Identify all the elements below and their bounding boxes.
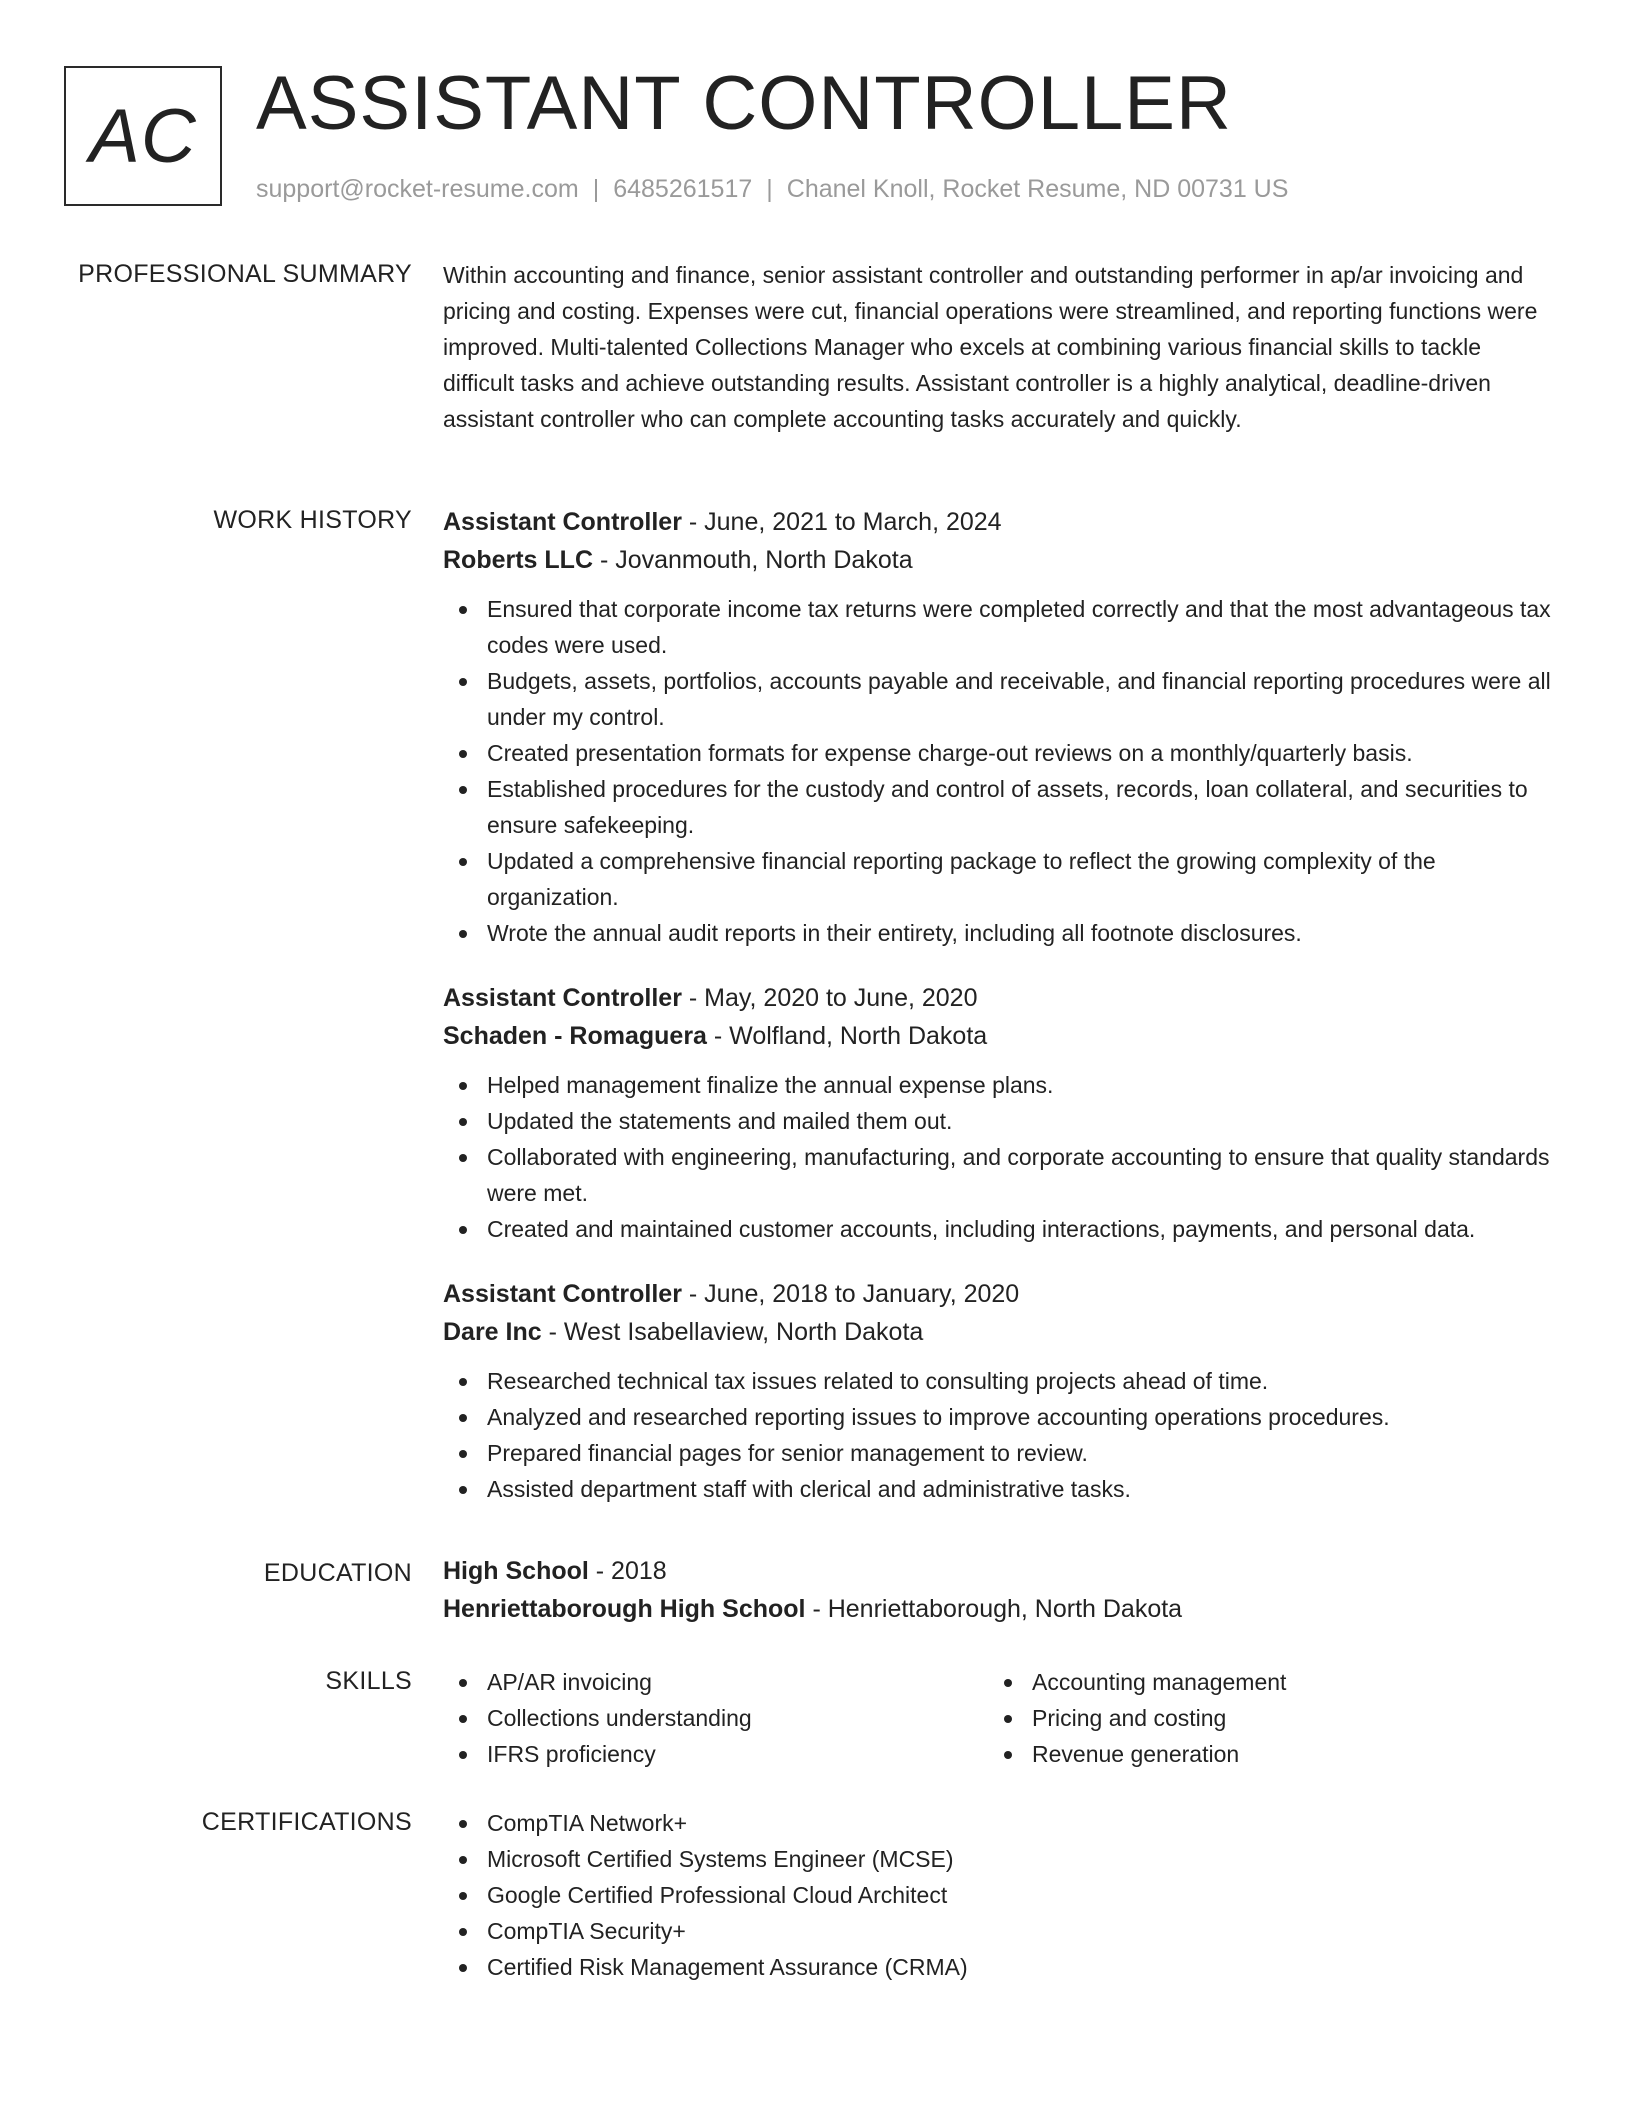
- list-item: CompTIA Security+: [443, 1913, 1553, 1949]
- list-item: Prepared financial pages for senior management to review.: [443, 1435, 1553, 1471]
- list-item: Updated a comprehensive financial reporting package to reflect the growing complexity of the organization.: [443, 843, 1553, 915]
- list-item: Created presentation formats for expense charge-out reviews on a monthly/quarterly basis.: [443, 735, 1553, 771]
- list-item: Accounting management: [988, 1664, 1533, 1700]
- list-item: Helped management finalize the annual expense plans.: [443, 1067, 1553, 1103]
- certifications-list: [443, 1805, 1553, 1985]
- job-title-line: [443, 503, 1553, 541]
- list-item: Microsoft Certified Systems Engineer (MCSE): [443, 1841, 1553, 1877]
- summary-heading: PROFESSIONAL SUMMARY: [78, 260, 412, 288]
- job-entry: [443, 979, 1553, 1247]
- list-item: Established procedures for the custody and control of assets, records, loan collateral, and securities to ensure safekeeping.: [443, 771, 1553, 843]
- job-title: Assistant Controller: [443, 1280, 682, 1308]
- skills-heading: SKILLS: [325, 1667, 412, 1695]
- job-location: - Jovanmouth, North Dakota: [593, 546, 913, 574]
- list-item: Budgets, assets, portfolios, accounts payable and receivable, and financial reporting procedures were all under my control.: [443, 663, 1553, 735]
- list-item: IFRS proficiency: [443, 1736, 988, 1772]
- education-year: - 2018: [588, 1557, 667, 1585]
- list-item: Assisted department staff with clerical and administrative tasks.: [443, 1471, 1553, 1507]
- job-title-line: [443, 979, 1553, 1017]
- list-item: CompTIA Network+: [443, 1805, 1553, 1841]
- job-duties-list: [443, 1363, 1553, 1507]
- contact-email: support@rocket-resume.com: [256, 175, 579, 203]
- monogram-badge: [64, 66, 222, 206]
- monogram-text: AC: [89, 93, 197, 179]
- education-school: Henriettaborough High School: [443, 1595, 806, 1623]
- resume-title: ASSISTANT CONTROLLER: [256, 61, 1232, 146]
- job-title: Assistant Controller: [443, 984, 682, 1012]
- list-item: Ensured that corporate income tax returns were completed correctly and that the most advantageous tax codes were used.: [443, 591, 1553, 663]
- list-item: Certified Risk Management Assurance (CRMA): [443, 1949, 1553, 1985]
- list-item: Created and maintained customer accounts, including interactions, payments, and personal data.: [443, 1211, 1553, 1247]
- list-item: Collaborated with engineering, manufacturing, and corporate accounting to ensure that quality standards were met.: [443, 1139, 1553, 1211]
- skills-list-right: [988, 1664, 1533, 1772]
- job-company-line: [443, 541, 1553, 579]
- list-item: Collections understanding: [443, 1700, 988, 1736]
- skills-grid: [443, 1664, 1553, 1772]
- contact-separator: |: [766, 175, 773, 203]
- contact-line: [256, 172, 1288, 206]
- list-item: Google Certified Professional Cloud Architect: [443, 1877, 1553, 1913]
- job-duties-list: [443, 591, 1553, 951]
- job-title-line: [443, 1275, 1553, 1313]
- certifications-heading: CERTIFICATIONS: [201, 1808, 412, 1836]
- summary-text: Within accounting and finance, senior assistant controller and outstanding performer in ap/ar invoicing and pricing and costing. Expenses were cut, financial operations were streamlined, and reporting functions were improved. Multi-talented Collections Manager who excels at combining various financial skills to tackle difficult tasks and achieve outstanding results. Assistant controller is a highly analytical, deadline-driven assistant controller who can complete accounting tasks accurately and quickly.: [443, 262, 1538, 432]
- job-dates: - June, 2018 to January, 2020: [681, 1280, 1020, 1308]
- contact-address: Chanel Knoll, Rocket Resume, ND 00731 US: [786, 175, 1289, 203]
- job-company: Dare Inc: [443, 1318, 542, 1346]
- list-item: Pricing and costing: [988, 1700, 1533, 1736]
- education-heading: EDUCATION: [263, 1559, 412, 1587]
- education-location: - Henriettaborough, North Dakota: [805, 1595, 1183, 1623]
- job-company-line: [443, 1313, 1553, 1351]
- job-company-line: [443, 1017, 1553, 1055]
- job-dates: - June, 2021 to March, 2024: [681, 508, 1002, 536]
- education-school-line: [443, 1590, 1553, 1628]
- education-degree-line: [443, 1552, 1553, 1590]
- job-location: - Wolfland, North Dakota: [706, 1022, 988, 1050]
- list-item: Revenue generation: [988, 1736, 1533, 1772]
- job-company: Roberts LLC: [443, 546, 593, 574]
- education-degree: High School: [443, 1557, 589, 1585]
- job-duties-list: [443, 1067, 1553, 1247]
- list-item: Analyzed and researched reporting issues to improve accounting operations procedures.: [443, 1399, 1553, 1435]
- job-entry: [443, 1275, 1553, 1507]
- job-dates: - May, 2020 to June, 2020: [681, 984, 978, 1012]
- job-location: - West Isabellaview, North Dakota: [541, 1318, 924, 1346]
- work-history-heading: WORK HISTORY: [213, 506, 412, 534]
- contact-separator: |: [592, 175, 600, 203]
- contact-phone: 6485261517: [613, 175, 753, 203]
- skills-list-left: [443, 1664, 988, 1772]
- job-title: Assistant Controller: [443, 508, 682, 536]
- list-item: AP/AR invoicing: [443, 1664, 988, 1700]
- job-company: Schaden - Romaguera: [443, 1022, 707, 1050]
- list-item: Updated the statements and mailed them out.: [443, 1103, 1553, 1139]
- list-item: Researched technical tax issues related to consulting projects ahead of time.: [443, 1363, 1553, 1399]
- job-entry: [443, 503, 1553, 951]
- list-item: Wrote the annual audit reports in their entirety, including all footnote disclosures.: [443, 915, 1553, 951]
